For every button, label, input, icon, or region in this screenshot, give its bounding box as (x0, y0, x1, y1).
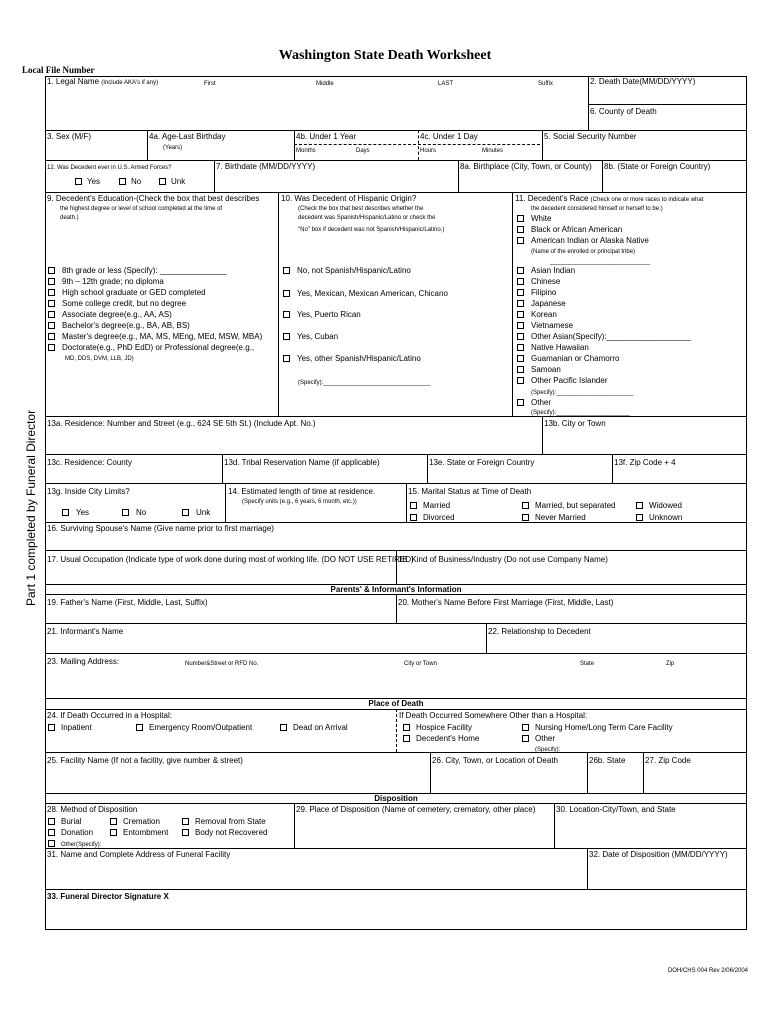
other-place-option-label: Other (535, 734, 556, 743)
race-note: the decedent considered himself or herself to be.) (531, 206, 663, 212)
race-option-checkbox[interactable] (517, 311, 524, 318)
disposition-option-checkbox[interactable] (182, 818, 189, 825)
other-place-checkbox[interactable] (522, 735, 529, 742)
education-option-checkbox[interactable] (48, 344, 55, 351)
race-option-label: Filipino (531, 288, 557, 297)
days-label: Days (356, 148, 370, 154)
disposition-option-checkbox[interactable] (48, 818, 55, 825)
months-label: Months (296, 148, 316, 154)
armed-forces-unk-label: Unk (171, 177, 186, 186)
other-place-option-label: Nursing Home/Long Term Care Facility (535, 723, 673, 732)
race-other-label: Other (531, 398, 552, 407)
education-option-label: Some college credit, but no degree (62, 299, 187, 308)
place-of-death-header: Place of Death (368, 699, 424, 708)
education-option-label: 8th grade or less (Specify): _______________ (62, 266, 227, 275)
armed-forces-no-label: No (131, 177, 142, 186)
race-other-checkbox[interactable] (517, 399, 524, 406)
disposition-option-label: Cremation (123, 817, 160, 826)
residence-county-field[interactable]: 13c. Residence: County (47, 458, 132, 467)
marital-option-label: Unknown (649, 513, 683, 522)
hispanic-option-label: Yes, Puerto Rican (297, 310, 361, 319)
hispanic-option-checkbox[interactable] (283, 333, 290, 340)
education-note: death.) (60, 215, 79, 221)
disposition-option-checkbox[interactable] (48, 829, 55, 836)
birth-state-field[interactable]: 8b. (State or Foreign Country) (604, 162, 711, 171)
tribal-reservation-field[interactable]: 13d. Tribal Reservation Name (if applicable) (224, 458, 380, 467)
race-option-checkbox[interactable] (517, 215, 524, 222)
race-option-label: Samoan (531, 365, 561, 374)
hispanic-option-label: Yes, Mexican, Mexican American, Chicano (297, 289, 448, 298)
city-limits-yes-label: Yes (76, 508, 90, 517)
legal-name-field[interactable]: 1. Legal Name (Include AKA's if any) (47, 77, 159, 86)
race-option-label: Native Hawaiian (531, 343, 589, 352)
legal-name-last-label: LAST (438, 81, 454, 87)
disposition-option-label: Burial (61, 817, 82, 826)
disposition-option-checkbox[interactable] (48, 840, 55, 847)
marital-option-checkbox[interactable] (636, 514, 643, 521)
minutes-label: Minutes (482, 148, 504, 154)
race-option-checkbox[interactable] (517, 344, 524, 351)
time-at-residence-note: (Specify units (e.g., 6 years, 6 month, etc.)) (242, 499, 357, 505)
other-place-checkbox[interactable] (522, 724, 529, 731)
disposition-location-field[interactable]: 30. Location-City/Town, and State (556, 805, 676, 814)
disposition-place-field[interactable]: 29. Place of Disposition (Name of cemetery, crematory, other place) (296, 805, 536, 814)
disposition-date-field[interactable]: 32. Date of Disposition (MM/DD/YYYY) (589, 850, 728, 859)
armed-forces-unk-checkbox[interactable] (159, 178, 166, 185)
marital-status-label: 15. Marital Status at Time of Death (408, 487, 532, 496)
disposition-option-label: Entombment (123, 828, 169, 837)
county-of-death-field[interactable]: 6. County of Death (590, 107, 657, 116)
spouse-name-field[interactable]: 16. Surviving Spouse's Name (Give name prior to first marriage) (47, 524, 274, 533)
funeral-director-signature-field[interactable]: 33. Funeral Director Signature X (47, 892, 169, 901)
armed-forces-label: 12. Was Decedent ever in U.S. Armed Forces? (47, 165, 172, 171)
hispanic-specify-line[interactable]: (Specify):________________________________ (298, 380, 431, 386)
form-revision-footer: DOH/CHS 004 Rev 2/06/2004 (667, 968, 748, 974)
disposition-option-checkbox[interactable] (110, 818, 117, 825)
city-limits-unk-label: Unk (196, 508, 211, 517)
race-option-checkbox[interactable] (517, 355, 524, 362)
residence-city-field[interactable]: 13b. City or Town (544, 419, 606, 428)
father-name-field[interactable]: 19. Father's Name (First, Middle, Last, Suffix) (47, 598, 208, 607)
hispanic-option-checkbox[interactable] (283, 355, 290, 362)
armed-forces-yes-label: Yes (87, 177, 101, 186)
hours-label: Hours (420, 148, 437, 154)
death-date-field[interactable]: 2. Death Date(MM/DD/YYYY) (590, 77, 696, 86)
education-option-checkbox[interactable] (48, 333, 55, 340)
time-at-residence-field[interactable]: 14. Estimated length of time at residence. (228, 487, 376, 496)
race-option-checkbox[interactable] (517, 278, 524, 285)
age-years-label: (Years) (163, 145, 183, 151)
disposition-option-label: Body not Recovered (195, 828, 268, 837)
marital-option-checkbox[interactable] (410, 502, 417, 509)
education-option-checkbox[interactable] (48, 311, 55, 318)
race-option-label: American Indian or Alaska Native (531, 236, 649, 245)
race-option-checkbox[interactable] (517, 289, 524, 296)
education-option-checkbox[interactable] (48, 322, 55, 329)
age-field[interactable]: 4a. Age-Last Birthday (149, 132, 226, 141)
race-option-checkbox[interactable] (517, 267, 524, 274)
informant-name-field[interactable]: 21. Informant's Name (47, 627, 124, 636)
race-option-label: Black or African American (531, 225, 623, 234)
mailing-address-field[interactable]: 23. Mailing Address: (47, 657, 120, 666)
other-place-option-label: Hospice Facility (416, 723, 473, 732)
city-limits-yes-checkbox[interactable] (62, 509, 69, 516)
sex-field[interactable]: 3. Sex (M/F) (47, 132, 92, 141)
birthdate-field[interactable]: 7. Birthdate (MM/DD/YYYY) (216, 162, 316, 171)
mailing-street-label: Number&Street or RFD No. (185, 661, 259, 667)
city-limits-label: 13g. Inside City Limits? (47, 487, 130, 496)
other-place-label: If Death Occurred Somewhere Other than a Hospital: (399, 711, 588, 720)
city-limits-no-label: No (136, 508, 147, 517)
race-option-checkbox[interactable] (517, 237, 524, 244)
race-option-label: Chinese (531, 277, 561, 286)
residence-state-field[interactable]: 13e. State or Foreign Country (429, 458, 535, 467)
marital-option-checkbox[interactable] (522, 514, 529, 521)
hispanic-note: (Check the box that best describes whether the (298, 206, 424, 212)
side-label: Part 1 completed by Funeral Director (24, 409, 38, 606)
facility-name-field[interactable]: 25. Facility Name (If not a facility, give number & street) (47, 756, 243, 765)
marital-option-label: Widowed (649, 501, 682, 510)
hispanic-note: decedent was Spanish/Hispanic/Latino or check the (298, 215, 436, 221)
legal-name-middle-label: Middle (316, 81, 334, 87)
disposition-option-checkbox[interactable] (110, 829, 117, 836)
education-option-checkbox[interactable] (48, 267, 55, 274)
race-option-checkbox[interactable] (517, 322, 524, 329)
hispanic-option-label: Yes, Cuban (297, 332, 339, 341)
armed-forces-no-checkbox[interactable] (119, 178, 126, 185)
local-file-number-label: Local File Number (22, 65, 95, 75)
mother-name-field[interactable]: 20. Mother's Name Before First Marriage (First, Middle, Last) (398, 598, 614, 607)
death-state-field[interactable]: 26b. State (589, 756, 626, 765)
race-field: 11. Decedent's Race (Check one or more races to indicate what (515, 194, 704, 203)
relationship-field[interactable]: 22. Relationship to Decedent (488, 627, 591, 636)
hispanic-note: "No" box if decedent was not Spanish/Hispanic/Latino.) (298, 227, 445, 233)
education-option-label: Associate degree(e.g., AA, AS) (62, 310, 172, 319)
legal-name-first-label: First (204, 81, 216, 87)
education-label: 9. Decedent's Education-(Check the box that best describes (47, 194, 260, 203)
disposition-method-label: 28. Method of Disposition (47, 805, 138, 814)
armed-forces-yes-checkbox[interactable] (75, 178, 82, 185)
birthplace-field[interactable]: 8a. Birthplace (City, Town, or County) (460, 162, 592, 171)
form-title: Washington State Death Worksheet (278, 48, 492, 63)
race-option-checkbox[interactable] (517, 333, 524, 340)
race-specify-line[interactable]: (Specify):______________________ (531, 410, 630, 416)
race-option-label: Japanese (531, 299, 566, 308)
race-option-label: Vietnamese (531, 321, 574, 330)
residence-street-field[interactable]: 13a. Residence: Number and Street (e.g., 624 SE 5th St.) (Include Apt. No.) (47, 419, 316, 428)
race-option-checkbox[interactable] (517, 300, 524, 307)
race-option-label: Asian Indian (531, 266, 576, 275)
business-industry-field[interactable]: 18. Kind of Business/Industry (Do not use Company Name) (398, 555, 608, 564)
other-place-specify-line[interactable]: (Specify):_________________________ (535, 747, 644, 753)
hispanic-option-checkbox[interactable] (283, 290, 290, 297)
parents-section-header: Parents' & Informant's Information (330, 585, 462, 594)
education-option-checkbox[interactable] (48, 278, 55, 285)
under-1-year-field[interactable]: 4b. Under 1 Year (296, 132, 357, 141)
death-city-field[interactable]: 26. City, Town, or Location of Death (432, 756, 558, 765)
other-place-checkbox[interactable] (403, 735, 410, 742)
hospital-option-label: Inpatient (61, 723, 92, 732)
mailing-state-label: State (580, 661, 595, 667)
under-1-day-field[interactable]: 4c. Under 1 Day (420, 132, 478, 141)
disposition-option-label: Donation (61, 828, 94, 837)
hospital-option-checkbox[interactable] (48, 724, 55, 731)
hospital-option-checkbox[interactable] (136, 724, 143, 731)
education-option-label: 9th – 12th grade; no diploma (62, 277, 164, 286)
marital-option-checkbox[interactable] (636, 502, 643, 509)
city-limits-no-checkbox[interactable] (122, 509, 129, 516)
education-note: the highest degree or level of school completed at the time of (60, 206, 223, 212)
death-zip-field[interactable]: 27. Zip Code (645, 756, 691, 765)
race-option-label: Other Pacific Islander (531, 376, 608, 385)
hispanic-origin-label: 10. Was Decedent of Hispanic Origin? (281, 194, 417, 203)
funeral-facility-field[interactable]: 31. Name and Complete Address of Funeral Facility (47, 850, 231, 859)
marital-option-label: Married, but separated (535, 501, 616, 510)
race-option-label: Other Asian(Specify):___________________ (531, 332, 692, 341)
race-option-label: Korean (531, 310, 557, 319)
other-place-option-label: Decedent's Home (416, 734, 480, 743)
marital-option-checkbox[interactable] (522, 502, 529, 509)
marital-option-checkbox[interactable] (410, 514, 417, 521)
race-option-checkbox[interactable] (517, 226, 524, 233)
hispanic-option-checkbox[interactable] (283, 311, 290, 318)
hispanic-option-label: No, not Spanish/Hispanic/Latino (297, 266, 411, 275)
other-place-checkbox[interactable] (403, 724, 410, 731)
education-option-label: Master's degree(e.g., MA, MS, MEng, MEd, MSW, MBA) (62, 332, 263, 341)
city-limits-unk-checkbox[interactable] (182, 509, 189, 516)
race-option-checkbox[interactable] (517, 366, 524, 373)
hospital-option-label: Emergency Room/Outpatient (149, 723, 253, 732)
hispanic-option-checkbox[interactable] (283, 267, 290, 274)
education-option-label: High school graduate or GED completed (62, 288, 206, 297)
education-option-continuation: MD, DDS, DVM, LLB, JD) (65, 356, 134, 362)
mailing-zip-label: Zip (666, 661, 675, 667)
disposition-header: Disposition (374, 794, 418, 803)
race-option-label: White (531, 214, 552, 223)
marital-option-label: Divorced (423, 513, 455, 522)
disposition-option-label: Other(Specify): (61, 842, 102, 848)
mailing-city-label: City or Town (404, 661, 437, 667)
race-option-checkbox[interactable] (517, 377, 524, 384)
hospital-option-label: Dead on Arrival (293, 723, 348, 732)
race-specify-line[interactable]: (Specify):_______________________ (531, 390, 634, 396)
tribe-note: (Name of the enrolled or principal tribe) (531, 249, 636, 255)
education-option-checkbox[interactable] (48, 300, 55, 307)
disposition-option-label: Removal from State (195, 817, 266, 826)
education-option-label: Doctorate(e.g., PhD EdD) or Professional degree(e.g., (62, 343, 255, 352)
hospital-option-checkbox[interactable] (280, 724, 287, 731)
tribe-line[interactable]: ______________________________ (550, 259, 651, 265)
hispanic-option-label: Yes, other Spanish/Hispanic/Latino (297, 354, 421, 363)
ssn-field[interactable]: 5. Social Security Number (544, 132, 637, 141)
marital-option-label: Married (423, 501, 451, 510)
legal-name-suffix-label: Suffix (538, 81, 553, 87)
race-option-label: Guamanian or Chamorro (531, 354, 620, 363)
zip-code-field[interactable]: 13f. Zip Code + 4 (614, 458, 676, 467)
disposition-option-checkbox[interactable] (182, 829, 189, 836)
education-option-checkbox[interactable] (48, 289, 55, 296)
marital-option-label: Never Married (535, 513, 586, 522)
hospital-death-label: 24. If Death Occurred in a Hospital: (47, 711, 172, 720)
education-option-label: Bachelor's degree(e.g., BA, AB, BS) (62, 321, 190, 330)
occupation-field[interactable]: 17. Usual Occupation (Indicate type of work done during most of working life. (DO NOT USE RETIRED) (47, 555, 414, 564)
